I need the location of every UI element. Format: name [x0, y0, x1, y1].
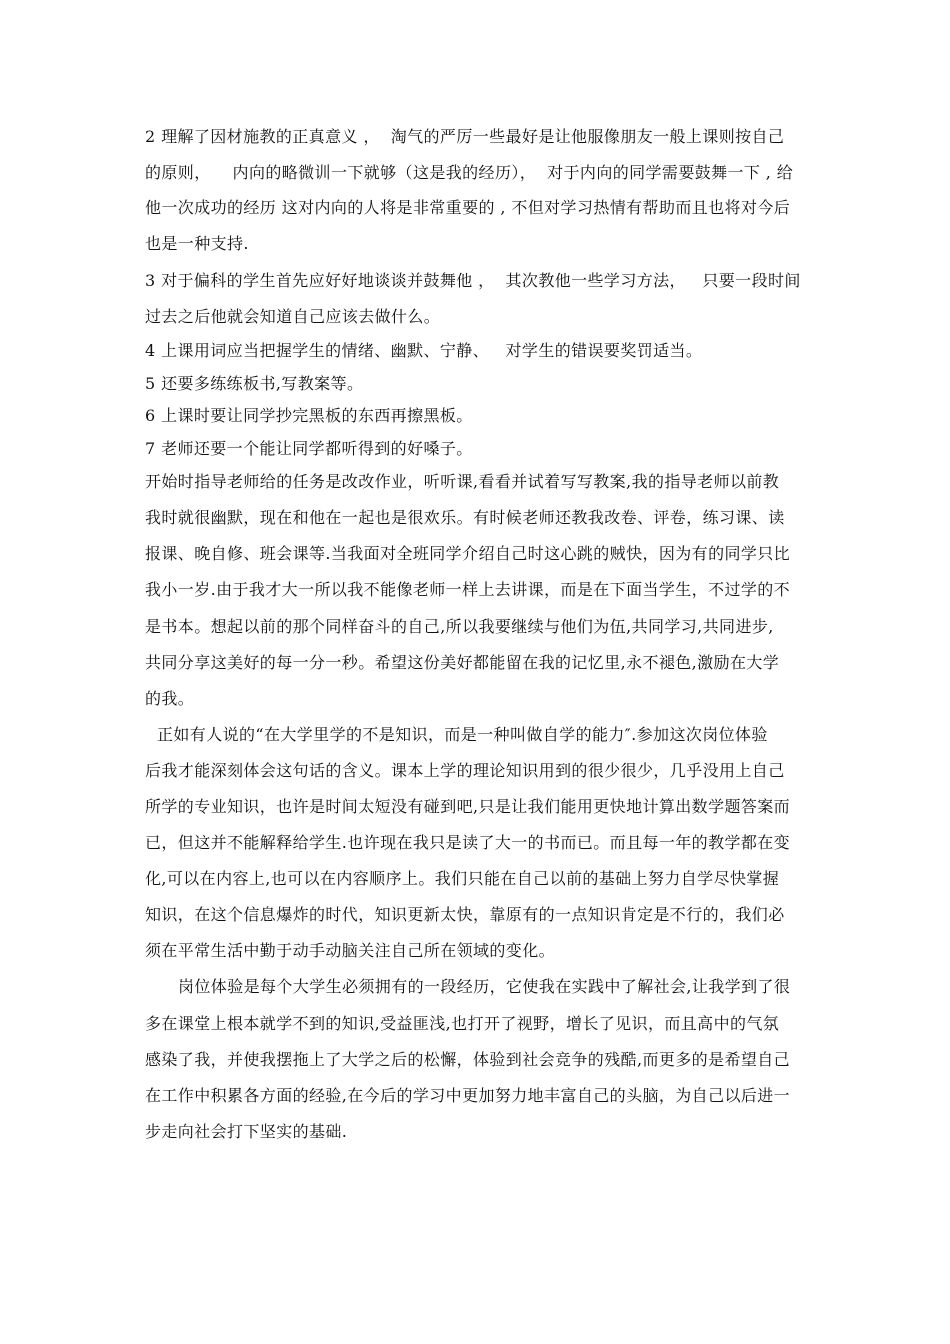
text-line: 过去之后他就会知道自己应该去做什么。 [145, 307, 441, 326]
text-line: 的我。 [145, 689, 195, 708]
text-line: 2 理解了因材施教的正真意义 ， 淘气的严厉一些最好是让他服像朋友一般上课则按自己 [145, 127, 785, 146]
text-line: 所学的专业知识，也许是时间太短没有碰到吧,只是让我们能用更快地计算出数学题答案而 [145, 797, 791, 816]
text-line: 6 上课时要让同学抄完黑板的东西再擦黑板。 [145, 406, 473, 425]
text-line: 化,可以在内容上,也可以在内容顺序上。我们只能在自己以前的基础上努力自学尽快掌握 [145, 869, 780, 888]
text-line: 多在课堂上根本就学不到的知识,受益匪浅,也打开了视野，增长了见识，而且高中的气氛 [145, 1014, 780, 1033]
text-line: 须在平常生活中勤于动手动脑关注自己所在领域的变化。 [145, 941, 556, 960]
text-line: 在工作中积累各方面的经验,在今后的学习中更加努力地丰富自己的头脑，为自己以后进一 [145, 1086, 791, 1105]
text-line: 7 老师还要一个能让同学都听得到的好嗓子。 [145, 439, 473, 458]
text-line: 岗位体验是每个大学生必须拥有的一段经历，它使我在实践中了解社会,让我学到了很 [178, 977, 791, 996]
text-line: 已，但这并不能解释给学生.也许现在我只是读了大一的书而已。而且每一年的教学都在变 [145, 833, 791, 852]
text-line: 开始时指导老师给的任务是改改作业，听听课,看看并试着写写教案,我的指导老师以前教 [145, 472, 780, 491]
text-line: 报课、晚自修、班会课等.当我面对全班同学介绍自己时这心跳的贼快，因为有的同学只比 [145, 544, 791, 563]
text-line: 4 上课用词应当把握学生的情绪、幽默、宁静、 对学生的错误要奖罚适当。 [145, 341, 703, 360]
text-line: 5 还要多练练板书,写教案等。 [145, 374, 364, 393]
text-line: 也是一种支持. [145, 234, 249, 253]
text-line: 正如有人说的“在大学里学的不是知识，而是一种叫做自学的能力″.参加这次岗位体验 [157, 725, 768, 744]
text-line: 后我才能深刻体会这句话的含义。课本上学的理论知识用到的很少很少，几乎没用上自己 [145, 761, 785, 780]
text-line: 我小一岁.由于我才大一所以我不能像老师一样上去讲课，而是在下面当学生，不过学的不 [145, 580, 791, 599]
text-line: 感染了我，并使我摆拖上了大学之后的松懈，体验到社会竞争的残酷,而更多的是希望自己 [145, 1050, 791, 1069]
text-line: 共同分享这美好的每一分一秒。希望这份美好都能留在我的记忆里,永不褪色,激励在大学 [145, 653, 780, 672]
text-line: 的原则， 内向的略微训一下就够（这是我的经历）， 对于内向的同学需要鼓舞一下 , 给 [145, 163, 794, 182]
text-line: 步走向社会打下坚实的基础. [145, 1122, 348, 1141]
text-line: 我时就很幽默，现在和他在一起也是很欢乐。有时候老师还教我改卷、评卷，练习课、读 [145, 508, 785, 527]
text-line: 知识，在这个信息爆炸的时代，知识更新太快，靠原有的一点知识肯定是不行的，我们必 [145, 905, 785, 924]
text-line: 是书本。想起以前的那个同样奋斗的自己,所以我要继续与他们为伍,共同学习,共同进步, [145, 617, 774, 636]
text-line: 3 对于偏科的学生首先应好好地谈谈并鼓舞他 ， 其次教他一些学习方法， 只要一段时间 [145, 271, 801, 290]
text-line: 他一次成功的经历 这对内向的人将是非常重要的 , 不但对学习热情有帮助而且也将对今后 [145, 198, 791, 217]
